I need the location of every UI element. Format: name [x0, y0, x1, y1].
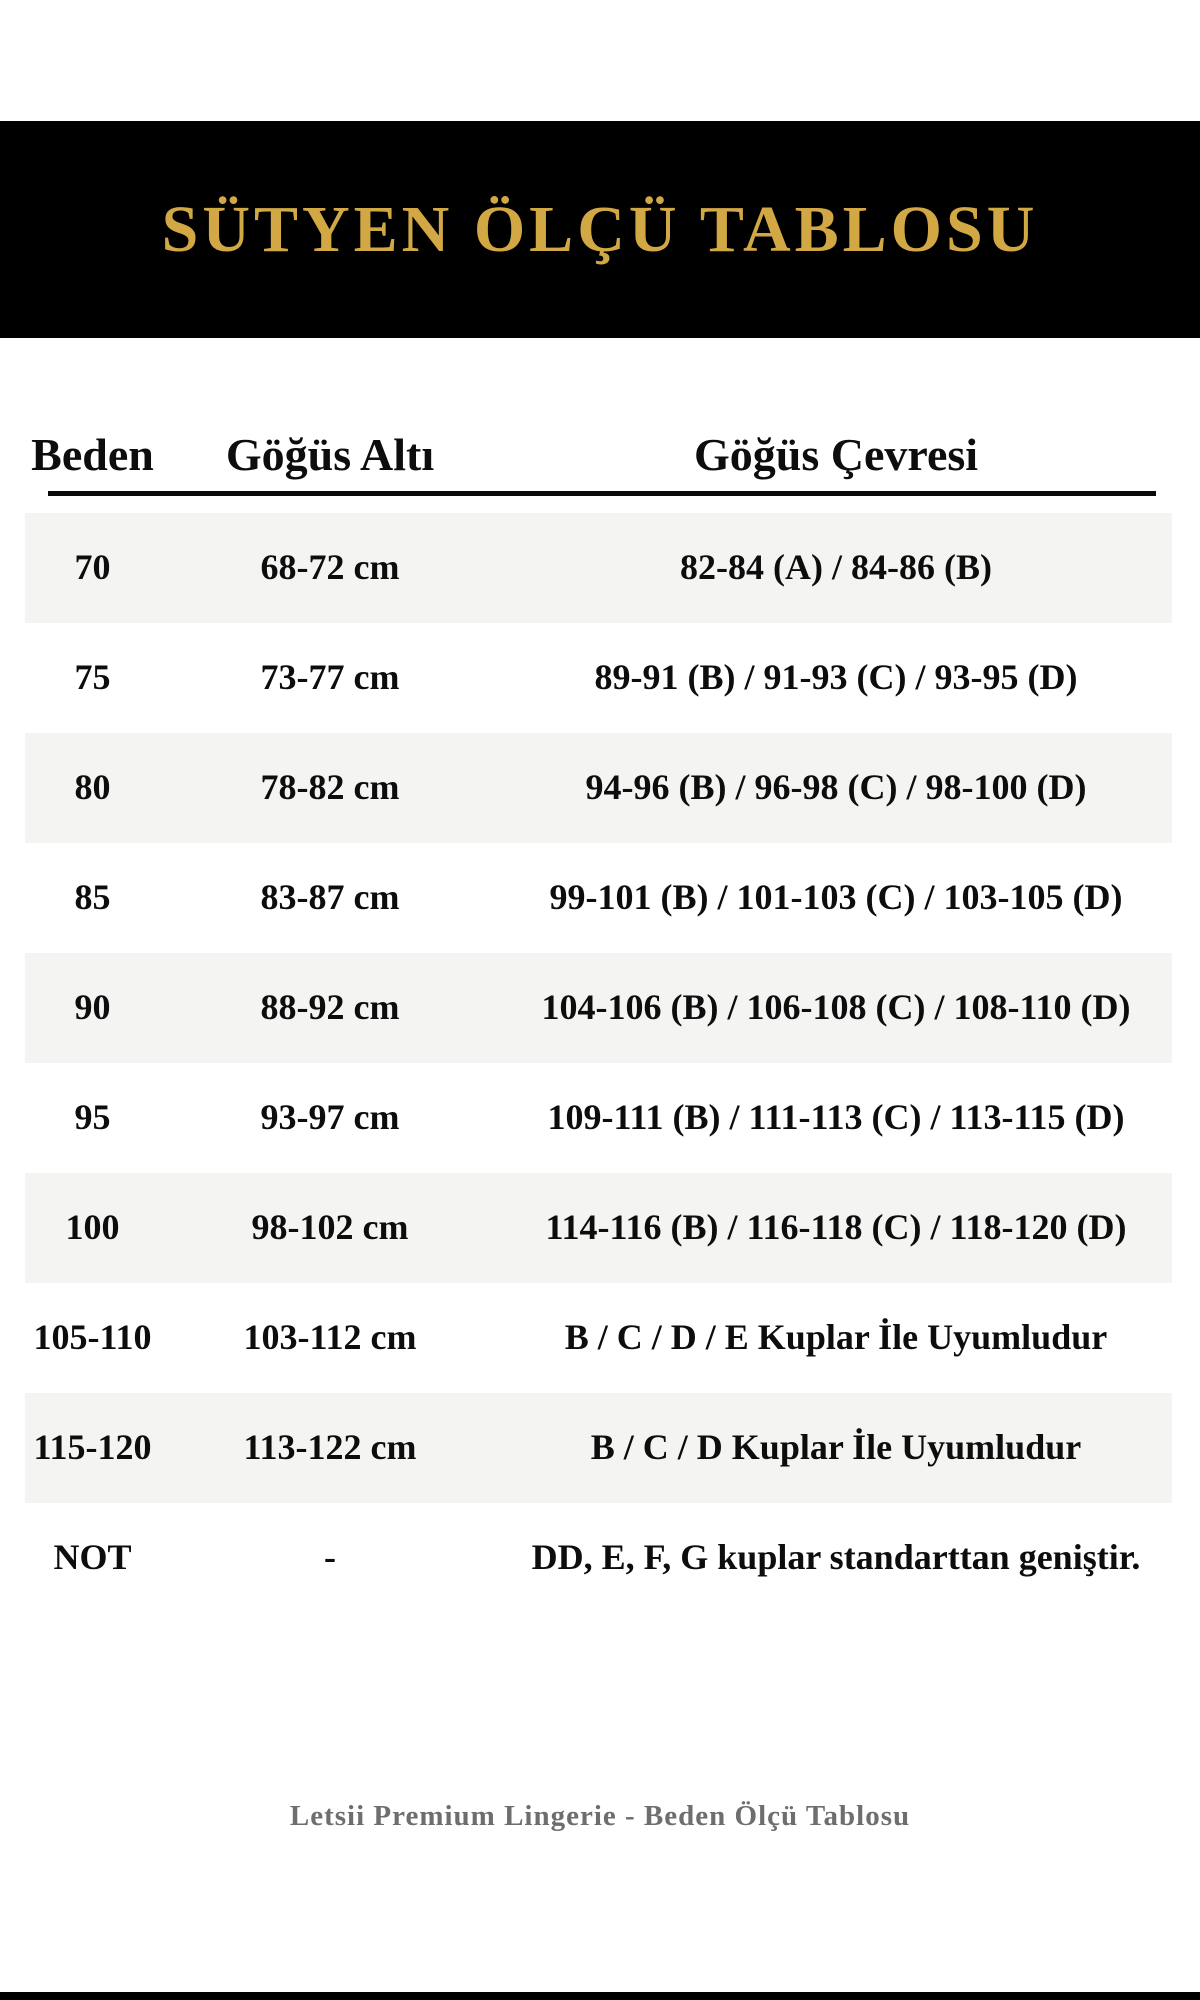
cell-gogus-alti: 88-92 cm: [260, 987, 400, 1028]
page-title: SÜTYEN ÖLÇÜ TABLOSU: [161, 192, 1039, 266]
table-row: [25, 513, 1172, 623]
cell-beden: 100: [65, 1207, 120, 1248]
cell-beden: 95: [74, 1097, 111, 1138]
cell-gogus-alti: 103-112 cm: [243, 1317, 417, 1358]
cell-beden: 70: [74, 547, 111, 588]
table-row: [25, 1503, 1172, 1613]
cell-gogus-cevresi: 94-96 (B) / 96-98 (C) / 98-100 (D): [585, 767, 1087, 808]
table-row: [25, 1283, 1172, 1393]
cell-beden: 115-120: [33, 1427, 152, 1468]
cell-gogus-cevresi: B / C / D / E Kuplar İle Uyumludur: [564, 1317, 1108, 1358]
table-header-row: [25, 418, 1172, 478]
column-header-beden: Beden: [31, 429, 154, 480]
size-table: [25, 418, 1172, 1613]
cell-gogus-cevresi: 114-116 (B) / 116-118 (C) / 118-120 (D): [545, 1207, 1127, 1248]
cell-gogus-alti: 68-72 cm: [260, 547, 400, 588]
cell-gogus-cevresi: B / C / D Kuplar İle Uyumludur: [590, 1427, 1082, 1468]
table-row: [25, 843, 1172, 953]
table-row: [25, 1393, 1172, 1503]
table-row: [25, 953, 1172, 1063]
column-header-gogus-cevresi: Göğüs Çevresi: [693, 429, 979, 480]
table-row: [25, 1063, 1172, 1173]
table-row: [25, 623, 1172, 733]
cell-beden: 85: [74, 877, 111, 918]
title-banner: [0, 121, 1200, 338]
column-header-gogus-alti: Göğüs Altı: [225, 429, 435, 480]
cell-gogus-cevresi: 109-111 (B) / 111-113 (C) / 113-115 (D): [547, 1097, 1125, 1138]
cell-gogus-alti: 78-82 cm: [260, 767, 400, 808]
bottom-edge-strip: [0, 1992, 1200, 2000]
cell-gogus-alti: 83-87 cm: [260, 877, 400, 918]
cell-gogus-cevresi: 104-106 (B) / 106-108 (C) / 108-110 (D): [541, 987, 1131, 1028]
cell-gogus-alti: 98-102 cm: [251, 1207, 409, 1248]
cell-gogus-alti: 113-122 cm: [243, 1427, 417, 1468]
cell-beden: 75: [74, 657, 111, 698]
cell-gogus-cevresi: 99-101 (B) / 101-103 (C) / 103-105 (D): [549, 877, 1123, 918]
header-divider-rule: [48, 491, 1156, 496]
cell-beden: 105-110: [33, 1317, 152, 1358]
footer-caption: Letsii Premium Lingerie - Beden Ölçü Tablosu: [289, 1800, 911, 1832]
cell-gogus-cevresi: 89-91 (B) / 91-93 (C) / 93-95 (D): [594, 657, 1078, 698]
cell-gogus-alti: 93-97 cm: [260, 1097, 400, 1138]
table-row: [25, 1173, 1172, 1283]
cell-beden: NOT: [53, 1537, 132, 1578]
table-row: [25, 733, 1172, 843]
cell-beden: 90: [74, 987, 111, 1028]
cell-gogus-alti: 73-77 cm: [260, 657, 400, 698]
cell-gogus-cevresi: DD, E, F, G kuplar standarttan geniştir.: [531, 1537, 1141, 1578]
cell-gogus-alti: -: [324, 1537, 336, 1578]
cell-beden: 80: [74, 767, 111, 808]
table-body: [25, 513, 1172, 1613]
cell-gogus-cevresi: 82-84 (A) / 84-86 (B): [680, 547, 992, 588]
